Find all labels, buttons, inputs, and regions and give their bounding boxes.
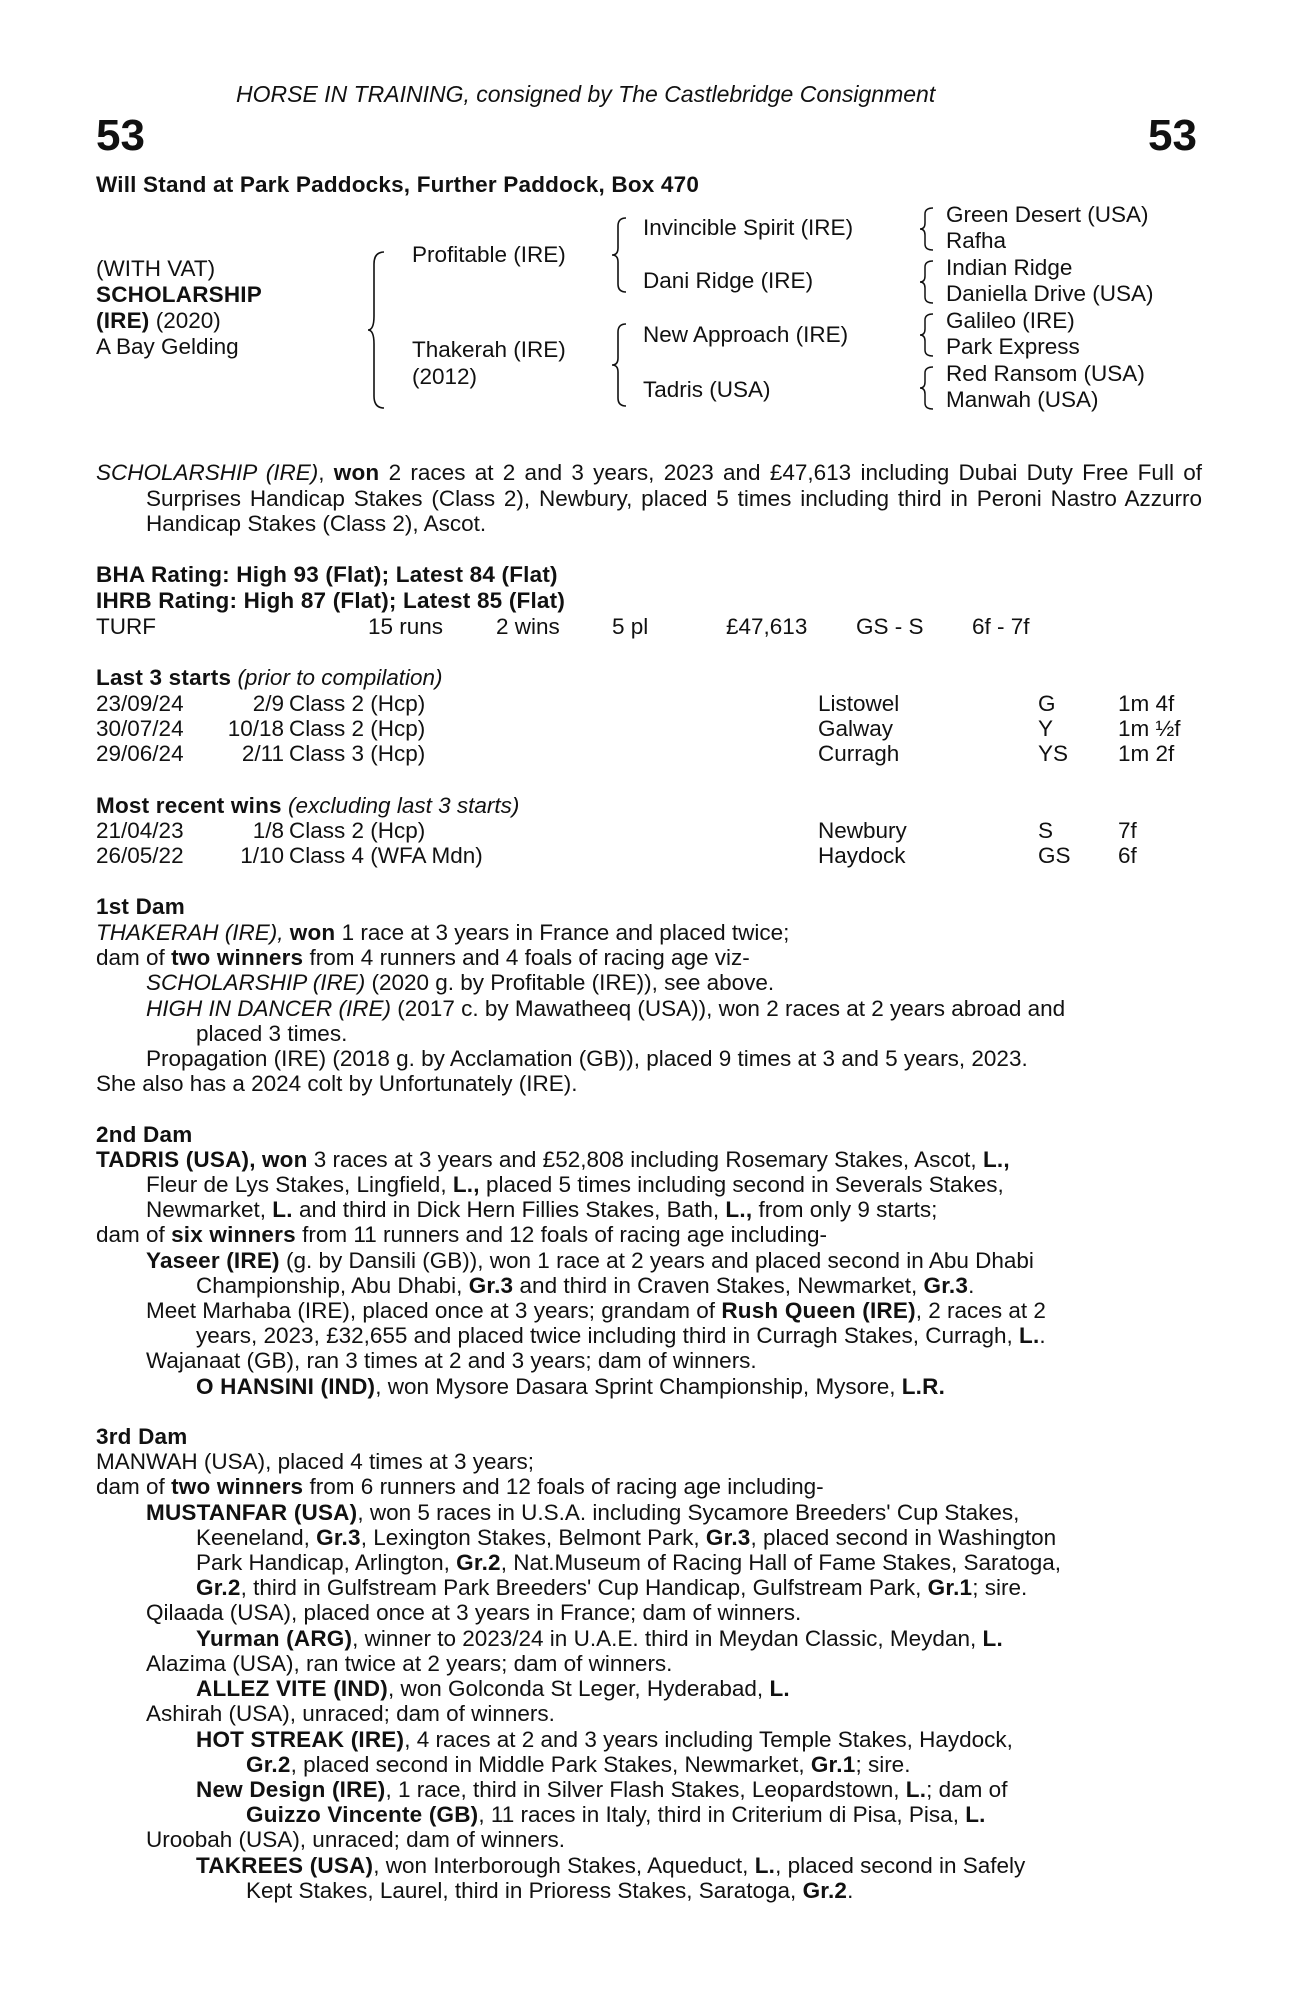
dam3-line6-grade1: Gr.2 xyxy=(196,1575,241,1600)
dam3-line5 xyxy=(196,1550,1061,1576)
dam2-rush-queen: Rush Queen (IRE) xyxy=(721,1298,916,1323)
dam1-progeny1: SCHOLARSHIP (IRE) xyxy=(146,970,366,995)
dam1-line6: Propagation (IRE) (2018 g. by Acclamation (GB)), placed 9 times at 3 and 5 years, 2023. xyxy=(146,1046,1028,1071)
race-summary: SCHOLARSHIP (IRE), won 2 races at 2 and 3 years, 2023 and £47,613 including Dubai Duty Free Full of Surprises Handicap Stakes (Class 2), Newbury, placed 5 times including third in Peroni Nastro Azzurro Handicap Stakes (Class 2), Ascot. xyxy=(96,460,1202,536)
dam2-line2 xyxy=(146,1172,1004,1198)
dam1-line4-text: (2017 c. by Mawatheeq (USA)), won 2 races at 2 years abroad and xyxy=(397,996,1066,1021)
dam3-winners: two winners xyxy=(171,1474,304,1499)
dam1-line2-text: from 4 runners and 4 foals of racing age viz- xyxy=(309,945,750,970)
dam3-line17-grade: L. xyxy=(754,1853,776,1878)
dam3-line13 xyxy=(246,1752,910,1778)
dam3-line17-b: , placed second in Safely xyxy=(775,1853,1026,1878)
pedigree-g3-7: Red Ransom (USA) xyxy=(946,361,1145,386)
pedigree-dam-year: (2012) xyxy=(412,364,478,389)
dam3-mustanfar: MUSTANFAR (USA) xyxy=(146,1500,358,1525)
bha-rating: BHA Rating: High 93 (Flat); Latest 84 (Flat) xyxy=(96,562,558,587)
pedigree-dam: Thakerah (IRE) xyxy=(412,337,566,362)
pedigree-brace-g3-3 xyxy=(920,312,936,358)
dam3-line14-a: , 1 race, third in Silver Flash Stakes, Leopardstown, xyxy=(385,1777,900,1802)
dam3-line12-text: , 4 races at 2 and 3 years including Temple Stakes, Haydock, xyxy=(404,1727,1013,1752)
dam2-line3-grade1: L. xyxy=(272,1197,293,1222)
dam2-winners: six winners xyxy=(171,1222,296,1247)
dam3-line15-grade: L. xyxy=(965,1802,986,1827)
row-distance: 6f xyxy=(1118,843,1137,868)
dam2-line7-b: , 2 races at 2 xyxy=(915,1298,1046,1323)
dam3-line13-a: , placed second in Middle Park Stakes, Newmarket, xyxy=(290,1752,805,1777)
row-position: 1/8 xyxy=(252,818,284,843)
row-race: Class 2 (Hcp) xyxy=(289,818,426,843)
dam1-winners: two winners xyxy=(171,945,304,970)
dam2-o-hansini: O HANSINI (IND) xyxy=(196,1374,376,1399)
dam2-line6 xyxy=(196,1273,974,1299)
pedigree-brace-g3-1 xyxy=(920,206,936,252)
horse-name: SCHOLARSHIP xyxy=(96,282,262,307)
lot-number-left: 53 xyxy=(96,111,145,160)
dam2-progeny-yaseer: Yaseer (IRE) xyxy=(146,1248,280,1273)
row-distance: 1m ½f xyxy=(1118,716,1181,741)
dam3-line5-a: Park Handicap, Arlington, xyxy=(196,1550,450,1575)
dam3-line18-b: . xyxy=(847,1878,854,1903)
dam3-takrees: TAKREES (USA) xyxy=(196,1853,374,1878)
dam3-line9: Alazima (USA), ran twice at 2 years; dam of winners. xyxy=(146,1651,673,1676)
pedigree-g3-4: Daniella Drive (USA) xyxy=(946,281,1154,306)
row-race: Class 2 (Hcp) xyxy=(289,691,426,716)
dam3-line18 xyxy=(246,1878,853,1904)
pedigree-sire-dam: Dani Ridge (IRE) xyxy=(643,268,814,293)
dam2-line6-grade1: Gr.3 xyxy=(468,1273,514,1298)
dam3-new-design: New Design (IRE) xyxy=(196,1777,386,1802)
dam2-line6-a: Championship, Abu Dhabi, xyxy=(196,1273,463,1298)
dam2-line3 xyxy=(146,1197,937,1223)
dam3-line6-grade2: Gr.1 xyxy=(927,1575,973,1600)
summary-won: won xyxy=(333,460,380,485)
pedigree-dam-dam: Tadris (USA) xyxy=(643,377,771,402)
dam2-line8-a: years, 2023, £32,655 and placed twice including third in Curragh Stakes, Curragh, xyxy=(196,1323,1013,1348)
row-course: Galway xyxy=(818,716,894,741)
row-position: 1/10 xyxy=(240,843,284,868)
row-race: Class 3 (Hcp) xyxy=(289,741,426,766)
dam2-line8 xyxy=(196,1323,1046,1349)
dam2-line10 xyxy=(196,1374,945,1400)
dam2-damof: dam of xyxy=(96,1222,165,1247)
pedigree-brace-dam xyxy=(612,322,630,408)
dam2-line4-text: from 11 runners and 12 foals of racing age including- xyxy=(302,1222,827,1247)
dam3-line17 xyxy=(196,1853,1025,1879)
dam1-line1-text: 1 race at 3 years in France and placed twice; xyxy=(341,920,790,945)
dam2-heading: 2nd Dam xyxy=(96,1122,193,1147)
dam3-line15 xyxy=(246,1802,986,1828)
row-position: 10/18 xyxy=(227,716,284,741)
dam3-line5-grade: Gr.2 xyxy=(456,1550,501,1575)
dam3-heading: 3rd Dam xyxy=(96,1424,188,1449)
dam3-line10-text: , won Golconda St Leger, Hyderabad, xyxy=(387,1676,764,1701)
dam3-line4-b: , Lexington Stakes, Belmont Park, xyxy=(360,1525,700,1550)
dam3-line13-b: ; sire. xyxy=(855,1752,911,1777)
dam3-line4-a: Keeneland, xyxy=(196,1525,310,1550)
dam1-line1 xyxy=(96,920,789,946)
dam3-line15-a: , 11 races in Italy, third in Criterium di Pisa, Pisa, xyxy=(478,1802,959,1827)
dam2-line8-grade: L. xyxy=(1019,1323,1040,1348)
dam2-line7 xyxy=(146,1298,1046,1324)
dam2-line2-grade: L., xyxy=(452,1172,480,1197)
dam2-line10-text: , won Mysore Dasara Sprint Championship, Mysore, xyxy=(375,1374,896,1399)
dam1-progeny2: HIGH IN DANCER (IRE) xyxy=(146,996,392,1021)
row-position: 2/11 xyxy=(241,741,284,766)
dam2-line3-c: from only 9 starts; xyxy=(758,1197,938,1222)
record-going: GS - S xyxy=(856,614,924,639)
dam3-line4-grade1: Gr.3 xyxy=(316,1525,361,1550)
lot-number-right: 53 xyxy=(1148,111,1197,160)
dam1-won: won xyxy=(289,920,336,945)
dam2-line2-b: placed 5 times including second in Severals Stakes, xyxy=(485,1172,1004,1197)
vat-label: (WITH VAT) xyxy=(96,256,216,281)
dam2-line8-b: . xyxy=(1039,1323,1046,1348)
dam1-line3 xyxy=(146,970,774,996)
dam3-line6 xyxy=(196,1575,1027,1601)
dam2-line1-grade: L., xyxy=(982,1147,1010,1172)
recent-wins-note: (excluding last 3 starts) xyxy=(288,793,520,818)
dam2-line2-a: Fleur de Lys Stakes, Lingfield, xyxy=(146,1172,447,1197)
summary-name: SCHOLARSHIP (IRE) xyxy=(96,460,319,485)
row-race: Class 4 (WFA Mdn) xyxy=(289,843,483,868)
row-date: 30/07/24 xyxy=(96,716,184,741)
pedigree-sire-sire: Invincible Spirit (IRE) xyxy=(643,215,854,240)
record-placed: 5 pl xyxy=(612,614,649,639)
dam3-line2 xyxy=(96,1474,824,1500)
dam2-line3-a: Newmarket, xyxy=(146,1197,267,1222)
recent-wins-heading xyxy=(96,793,519,819)
dam3-line4-c: , placed second in Washington xyxy=(750,1525,1057,1550)
dam2-line5-text: (g. by Dansili (GB)), won 1 race at 2 years and placed second in Abu Dhabi xyxy=(286,1248,1034,1273)
row-date: 26/05/22 xyxy=(96,843,184,868)
pedigree-dam-sire: New Approach (IRE) xyxy=(643,322,849,347)
dam3-line10-grade: L. xyxy=(769,1676,790,1701)
dam1-line4 xyxy=(146,996,1065,1022)
dam2-line5 xyxy=(146,1248,1034,1274)
dam3-line4-grade2: Gr.3 xyxy=(705,1525,751,1550)
dam2-name: TADRIS (USA), xyxy=(96,1147,256,1172)
dam3-line14-grade: L. xyxy=(905,1777,927,1802)
consignment-line: HORSE IN TRAINING, consigned by The Castlebridge Consignment xyxy=(236,81,936,107)
dam3-line3-text: , won 5 races in U.S.A. including Sycamore Breeders' Cup Stakes, xyxy=(357,1500,1020,1525)
dam3-guizzo-vincente: Guizzo Vincente (GB) xyxy=(246,1802,479,1827)
row-race: Class 2 (Hcp) xyxy=(289,716,426,741)
ihrb-rating: IHRB Rating: High 87 (Flat); Latest 85 (Flat) xyxy=(96,588,566,613)
pedigree-g3-3: Indian Ridge xyxy=(946,255,1073,280)
pedigree-g3-6: Park Express xyxy=(946,334,1080,359)
pedigree-brace-g3-2 xyxy=(920,259,936,305)
row-date: 23/09/24 xyxy=(96,691,184,716)
recent-wins-title: Most recent wins xyxy=(96,793,282,818)
dam2-line6-c: . xyxy=(968,1273,975,1298)
record-surface: TURF xyxy=(96,614,156,639)
row-distance: 1m 2f xyxy=(1118,741,1175,766)
dam1-line5: placed 3 times. xyxy=(196,1021,348,1046)
pedigree-brace-gen1 xyxy=(368,250,388,410)
dam2-line6-grade2: Gr.3 xyxy=(923,1273,969,1298)
pedigree-brace-sire xyxy=(612,216,630,294)
dam3-line8-text: , winner to 2023/24 in U.A.E. third in Meydan Classic, Meydan, xyxy=(352,1626,977,1651)
dam3-line17-a: , won Interborough Stakes, Aqueduct, xyxy=(373,1853,749,1878)
dam3-line14-b: ; dam of xyxy=(926,1777,1008,1802)
dam3-line7: Qilaada (USA), placed once at 3 years in France; dam of winners. xyxy=(146,1600,802,1625)
pedigree-sire: Profitable (IRE) xyxy=(412,242,566,267)
row-going: GS xyxy=(1038,843,1071,868)
dam1-line2 xyxy=(96,945,750,971)
row-position: 2/9 xyxy=(252,691,284,716)
dam2-line1 xyxy=(96,1147,1010,1173)
dam3-line1: MANWAH (USA), placed 4 times at 3 years; xyxy=(96,1449,535,1474)
row-going: S xyxy=(1038,818,1054,843)
dam3-line6-b: ; sire. xyxy=(972,1575,1028,1600)
row-going: Y xyxy=(1038,716,1054,741)
dam3-line3 xyxy=(146,1500,1019,1526)
dam3-hot-streak: HOT STREAK (IRE) xyxy=(196,1727,405,1752)
dam3-line8 xyxy=(196,1626,1003,1652)
row-course: Listowel xyxy=(818,691,900,716)
pedigree-g3-8: Manwah (USA) xyxy=(946,387,1099,412)
dam3-line14 xyxy=(196,1777,1007,1803)
record-earnings: £47,613 xyxy=(726,614,808,639)
dam3-line12 xyxy=(196,1727,1013,1753)
dam3-line8-grade: L. xyxy=(982,1626,1003,1651)
record-distance: 6f - 7f xyxy=(972,614,1030,639)
dam1-line7: She also has a 2024 colt by Unfortunately (IRE). xyxy=(96,1071,578,1096)
pedigree-g3-1: Green Desert (USA) xyxy=(946,202,1149,227)
dam2-line3-grade2: L., xyxy=(725,1197,753,1222)
row-course: Haydock xyxy=(818,843,906,868)
dam2-line6-b: and third in Craven Stakes, Newmarket, xyxy=(519,1273,918,1298)
pedigree-g3-2: Rafha xyxy=(946,228,1007,253)
dam2-line9: Wajanaat (GB), ran 3 times at 2 and 3 years; dam of winners. xyxy=(146,1348,757,1373)
row-date: 21/04/23 xyxy=(96,818,184,843)
dam1-damof: dam of xyxy=(96,945,165,970)
dam2-line3-b: and third in Dick Hern Fillies Stakes, Bath, xyxy=(298,1197,720,1222)
dam3-line10 xyxy=(196,1676,790,1702)
dam3-line18-a: Kept Stakes, Laurel, third in Prioress Stakes, Saratoga, xyxy=(246,1878,797,1903)
dam3-damof: dam of xyxy=(96,1474,165,1499)
dam2-line4 xyxy=(96,1222,827,1248)
row-course: Curragh xyxy=(818,741,900,766)
dam3-line13-grade2: Gr.1 xyxy=(810,1752,856,1777)
row-distance: 7f xyxy=(1118,818,1137,843)
dam1-line3-text: (2020 g. by Profitable (IRE)), see above. xyxy=(371,970,775,995)
horse-year: (2020) xyxy=(155,308,221,333)
dam3-line6-a: , third in Gulfstream Park Breeders' Cup Handicap, Gulfstream Park, xyxy=(240,1575,922,1600)
dam3-line16: Uroobah (USA), unraced; dam of winners. xyxy=(146,1827,565,1852)
row-date: 29/06/24 xyxy=(96,741,184,766)
dam3-line2-text: from 6 runners and 12 foals of racing age including- xyxy=(309,1474,824,1499)
horse-origin xyxy=(96,308,221,334)
dam1-heading: 1st Dam xyxy=(96,894,185,919)
horse-description: A Bay Gelding xyxy=(96,334,239,359)
dam3-yurman: Yurman (ARG) xyxy=(196,1626,353,1651)
dam3-allez-vite: ALLEZ VITE (IND) xyxy=(196,1676,388,1701)
last-starts-heading xyxy=(96,665,443,691)
dam3-line4 xyxy=(196,1525,1056,1551)
row-course: Newbury xyxy=(818,818,907,843)
record-wins: 2 wins xyxy=(496,614,560,639)
dam3-line5-b: , Nat.Museum of Racing Hall of Fame Stakes, Saratoga, xyxy=(500,1550,1062,1575)
horse-country: (IRE) xyxy=(96,308,150,333)
dam3-line11: Ashirah (USA), unraced; dam of winners. xyxy=(146,1701,555,1726)
dam1-name: THAKERAH (IRE), xyxy=(96,920,284,945)
dam2-line7-a: Meet Marhaba (IRE), placed once at 3 years; grandam of xyxy=(146,1298,716,1323)
record-runs: 15 runs xyxy=(368,614,444,639)
pedigree-brace-g3-4 xyxy=(920,365,936,411)
last-starts-title: Last 3 starts xyxy=(96,665,232,690)
dam2-line1-text: 3 races at 3 years and £52,808 including Rosemary Stakes, Ascot, xyxy=(313,1147,977,1172)
stand-location: Will Stand at Park Paddocks, Further Paddock, Box 470 xyxy=(96,172,700,197)
dam2-line10-grade: L.R. xyxy=(901,1374,946,1399)
pedigree-g3-5: Galileo (IRE) xyxy=(946,308,1075,333)
row-going: G xyxy=(1038,691,1056,716)
row-distance: 1m 4f xyxy=(1118,691,1175,716)
last-starts-note: (prior to compilation) xyxy=(237,665,443,690)
dam3-line18-grade: Gr.2 xyxy=(802,1878,848,1903)
summary-text: 2 races at 2 and 3 years, 2023 and £47,613 including Dubai Duty Free Full of Surprises Handicap Stakes (Class 2), Newbury, placed 5 times including third in Peroni Nastro Azzurro Handicap Stakes (Class 2), Ascot. xyxy=(146,460,1202,536)
dam2-won: won xyxy=(261,1147,308,1172)
row-going: YS xyxy=(1038,741,1069,766)
dam3-line13-grade1: Gr.2 xyxy=(246,1752,291,1777)
